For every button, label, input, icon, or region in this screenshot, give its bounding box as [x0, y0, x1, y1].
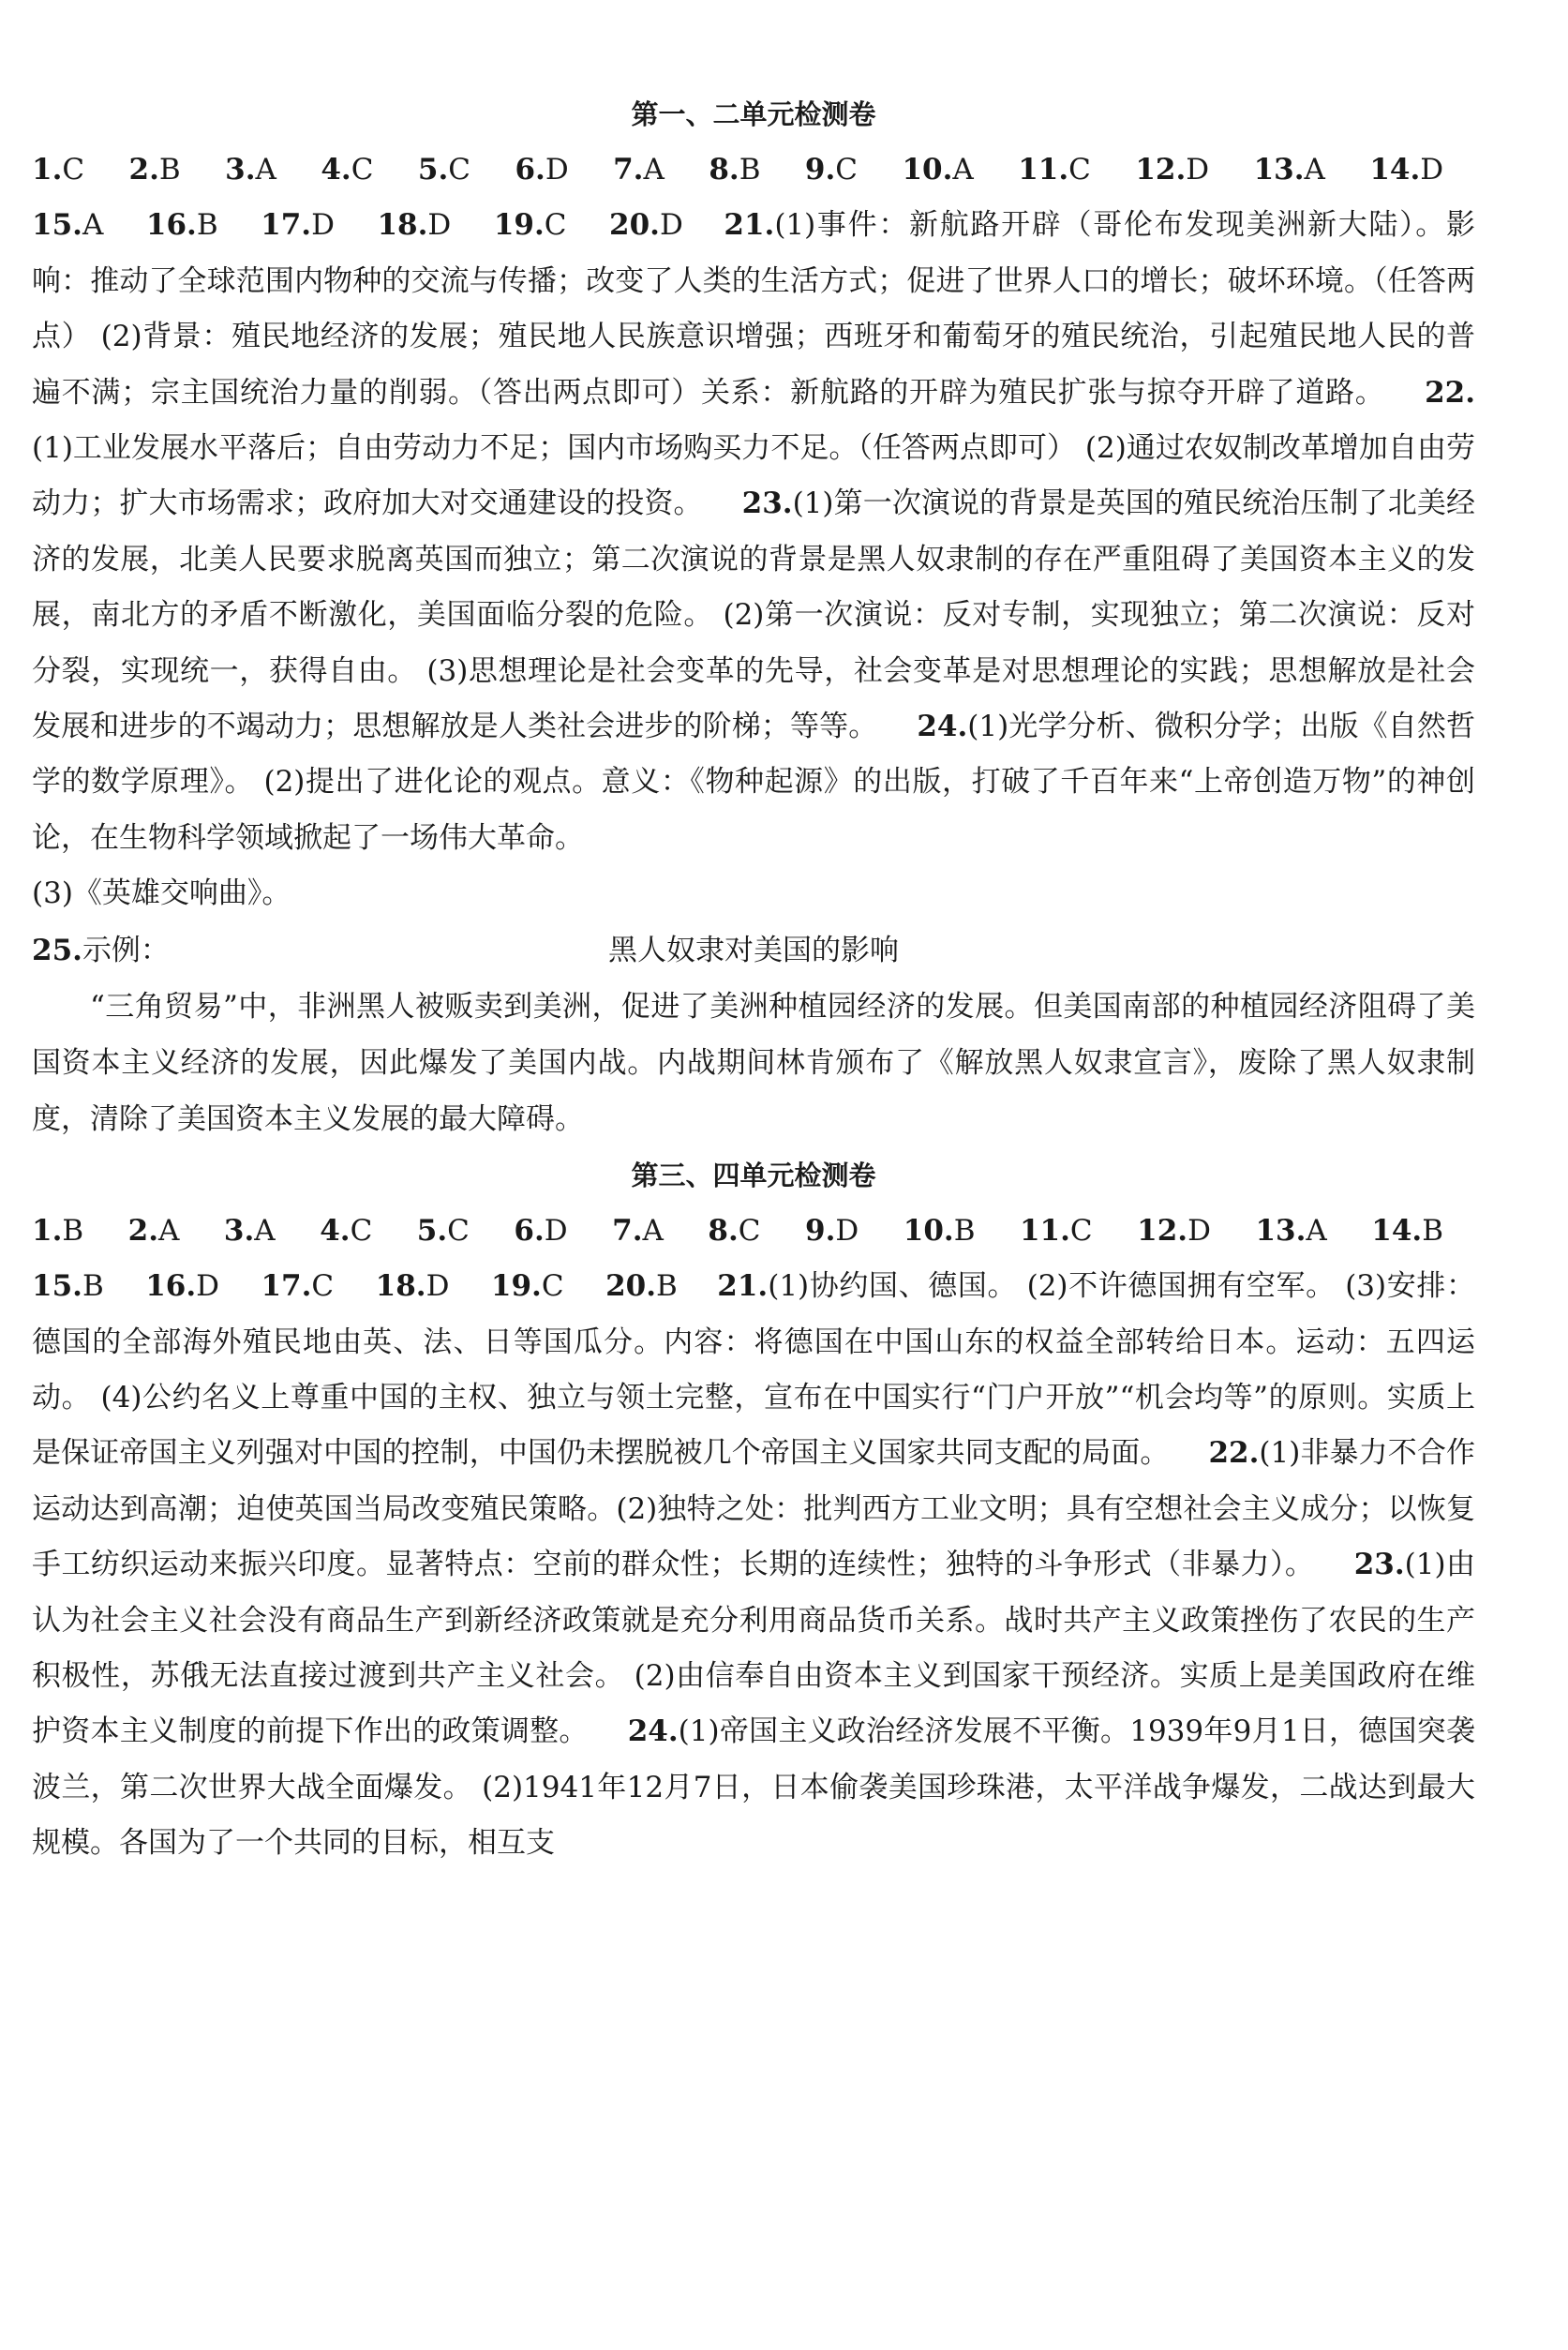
choice-letter: A: [255, 153, 276, 187]
question-number: 1.: [32, 1213, 63, 1248]
answer-text: (1)非暴力不合作运动达到高潮；迫使英国当局改变殖民策略。(2)独特之处：批判西方工业文明；具有空想社会主义成分；以恢复手工纺织运动来振兴印度。显著特点：空前的群众性；长期的连续性；独特的斗争形式（非暴力）。: [32, 1436, 1476, 1582]
question-number: 17.: [261, 208, 312, 243]
choice-letter: B: [82, 1269, 104, 1304]
mc-answer: [1020, 1214, 1093, 1248]
mc-answer: [902, 153, 973, 187]
question-number: 5.: [417, 153, 449, 187]
choice-letter: B: [196, 208, 218, 243]
question-number: 14.: [1371, 1213, 1423, 1248]
question-number: 22.: [1425, 375, 1475, 410]
example-label: 示例：: [82, 933, 170, 967]
mc-answer: [491, 1269, 564, 1303]
essay-paragraph: “三角贸易”中，非洲黑人被贩卖到美洲，促进了美洲种植园经济的发展。但美国南部的种植园经济阻碍了美国资本主义经济的发展，因此爆发了美国内战。内战期间林肯颁布了《解放黑人奴隶宣言》，废除了黑人奴隶制度，清除了美国资本主义发展的最大障碍。: [32, 989, 1475, 1136]
mc-answer: [1371, 1214, 1443, 1248]
question-number: 3.: [223, 1213, 255, 1248]
choice-letter: B: [953, 1213, 976, 1248]
section-2-answers: [32, 1204, 1475, 1872]
choice-letter: A: [254, 1213, 276, 1248]
choice-letter: B: [62, 1213, 84, 1248]
question-number: 21.: [717, 1269, 769, 1304]
choice-letter: C: [738, 1213, 761, 1248]
question-number: 16.: [145, 1269, 197, 1304]
mc-answer: [708, 1214, 760, 1248]
question-number: 21.: [724, 208, 775, 243]
choice-letter: C: [544, 208, 567, 243]
choice-letter: D: [1420, 153, 1444, 187]
mc-answer: [805, 153, 858, 187]
answer-text: (1)由认为社会主义社会没有商品生产到新经济政策就是充分利用商品货币关系。战时共产主义政策挫伤了农民的生产积极性，苏俄无法直接过渡到共产主义社会。 (2)由信奉自由资本主义到国家干预经济。实质上是美国政府在维护资本主义制度的前提下作出的政策调整。: [32, 1548, 1475, 1749]
choice-letter: A: [643, 153, 665, 187]
question-number: 13.: [1253, 153, 1305, 187]
section-title-unit-1-2: 第一、二单元检测卷: [631, 98, 876, 130]
mc-answer: [1137, 1214, 1211, 1248]
choice-letter: A: [1304, 153, 1325, 187]
choice-letter: A: [1306, 1213, 1327, 1248]
choice-letter: C: [447, 1213, 470, 1248]
question-number: 11.: [1019, 1213, 1070, 1248]
question-number: 22.: [1208, 1436, 1260, 1471]
mc-answer: [261, 1269, 334, 1303]
choice-letter: A: [82, 208, 104, 243]
question-number: 6.: [515, 153, 545, 187]
mc-answer: [146, 208, 218, 242]
choice-letter: D: [544, 1213, 568, 1248]
mc-answer: [1255, 1214, 1326, 1248]
choice-letter: D: [1187, 1213, 1211, 1248]
answer-page: [32, 86, 1475, 1872]
answer-text: (1)第一次演说的背景是英国的殖民统治压制了北美经济的发展，北美人民要求脱离英国而独立；第二次演说的背景是黑人奴隶制的存在严重阻碍了美国资本主义的发展，南北方的矛盾不断激化，美国面临分裂的危险。 (2)第一次演说：反对专制，实现独立；第二次演说：反对分裂，实现统一，获得自由。 (3)思想理论是社会变革的先导，社会变革是对思想理论的实践；思想解放是社会发展和进步的不竭动力；思想解放是人类社会进步的阶梯；等等。: [32, 486, 1475, 744]
mc-answer: [1135, 153, 1209, 187]
mc-answer: [1369, 153, 1443, 187]
section-1-answers: [32, 142, 1475, 866]
mc-answer: [145, 1269, 219, 1303]
question-number: 19.: [493, 208, 545, 243]
choice-letter: C: [448, 153, 470, 187]
mc-answer: [225, 153, 276, 187]
mc-answer: [417, 1214, 470, 1248]
question-number: 7.: [613, 153, 644, 187]
mc-answer: [32, 208, 103, 242]
mc-answer: [494, 208, 567, 242]
question-number: 1.: [32, 153, 63, 187]
answer-text: (1)光学分析、微积分学；出版《自然哲学的数学原理》。 (2)提出了进化论的观点。意义：《物种起源》的出版，打破了千百年来“上帝创造万物”的神创论，在生物科学领域掀起了一场伟大革命。: [32, 710, 1475, 855]
choice-letter: B: [656, 1269, 678, 1304]
choice-letter: D: [545, 153, 569, 187]
mc-answer: [805, 1214, 859, 1248]
choice-letter: C: [835, 153, 859, 187]
mc-answer: [609, 208, 683, 242]
mc-answer: [320, 1214, 372, 1248]
question-number: 4.: [321, 153, 351, 187]
mc-answer: [1018, 153, 1091, 187]
mc-answer: [1254, 153, 1325, 187]
choice-letter: C: [350, 1213, 373, 1248]
question-number: 18.: [375, 1269, 426, 1304]
question-number: 13.: [1255, 1213, 1307, 1248]
choice-letter: D: [835, 1213, 859, 1248]
question-number: 23.: [1353, 1548, 1405, 1582]
mc-answer: [376, 1269, 450, 1303]
question-number: 24.: [627, 1714, 679, 1749]
question-number: 5.: [416, 1213, 448, 1248]
section-title-unit-3-4: 第三、四单元检测卷: [631, 1159, 876, 1191]
choice-letter: C: [1069, 1213, 1093, 1248]
choice-letter: B: [158, 153, 181, 187]
question-number: 11.: [1018, 153, 1069, 187]
answer-text: (1)帝国主义政治经济发展不平衡。1939年9月1日，德国突袭波兰，第二次世界大战全面爆发。 (2)1941年12月7日，日本偷袭美国珍珠港，太平洋战争爆发，二战达到最大规模。各国为了一个共同的目标，相互支: [32, 1714, 1476, 1861]
question-number: 24.: [917, 710, 968, 744]
choice-letter: D: [426, 1269, 450, 1304]
choice-letter: B: [739, 153, 761, 187]
mc-answer: [32, 1269, 104, 1303]
question-number: 9.: [804, 153, 836, 187]
question-number: 15.: [32, 1269, 82, 1304]
choice-letter: C: [351, 153, 374, 187]
mc-answer: [613, 153, 665, 187]
mc-answer: [224, 1214, 276, 1248]
mc-answer: [261, 208, 335, 242]
choice-letter: D: [1186, 153, 1210, 187]
question-number: 2.: [128, 153, 159, 187]
mc-answer: [128, 1214, 180, 1248]
choice-letter: A: [952, 153, 974, 187]
question-number: 8.: [708, 1213, 739, 1248]
question-number: 18.: [377, 208, 428, 243]
mc-answer: [418, 153, 470, 187]
choice-letter: D: [196, 1269, 219, 1304]
choice-letter: A: [158, 1213, 180, 1248]
question-number: 20.: [609, 208, 660, 243]
choice-letter: C: [1068, 153, 1091, 187]
choice-letter: C: [311, 1269, 335, 1304]
question-number: 17.: [261, 1269, 312, 1304]
question-number: 23.: [741, 486, 793, 521]
answer-text: (1)工业发展水平落后；自由劳动力不足；国内市场购买力不足。（任答两点即可） (2)通过农奴制改革增加自由劳动力；扩大市场需求；政府加大对交通建设的投资。: [32, 431, 1475, 521]
question-number: 2.: [127, 1213, 159, 1248]
question-number: 14.: [1369, 153, 1421, 187]
choice-letter: A: [642, 1213, 664, 1248]
answer-line: (3)《英雄交响曲》。: [32, 876, 291, 911]
question-number: 16.: [145, 208, 197, 243]
question-number: 20.: [605, 1269, 657, 1304]
mc-answer: [605, 1269, 678, 1303]
question-number: 9.: [805, 1213, 836, 1248]
choice-letter: B: [1422, 1213, 1443, 1248]
mc-answer: [903, 1214, 976, 1248]
choice-letter: D: [427, 208, 452, 243]
question-number: 7.: [612, 1213, 643, 1248]
question-number: 12.: [1137, 1213, 1188, 1248]
mc-answer: [514, 1214, 567, 1248]
question-number: 10.: [902, 153, 953, 187]
mc-answer: [612, 1214, 664, 1248]
mc-answer: [32, 1214, 83, 1248]
choice-letter: D: [659, 208, 683, 243]
question-number: 8.: [709, 153, 739, 187]
mc-answer: [709, 153, 760, 187]
question-number: 10.: [903, 1213, 954, 1248]
mc-answer: [321, 153, 373, 187]
question-number: 19.: [490, 1269, 542, 1304]
question-number: 15.: [32, 208, 82, 243]
question-number: 25.: [32, 933, 82, 967]
choice-letter: C: [62, 153, 85, 187]
answer-text: (1)协约国、德国。 (2)不许德国拥有空军。 (3)安排：德国的全部海外殖民地由英、法、日等国瓜分。内容：将德国在中国山东的权益全部转给日本。运动：五四运动。 (4)公约名义上尊重中国的主权、独立与领土完整，宣布在中国实行“门户开放”“机会均等”的原则。实质上是保证帝国主义列强对中国的控制，中国仍未摆脱被几个帝国主义国家共同支配的局面。: [32, 1269, 1475, 1471]
question-number: 4.: [320, 1213, 351, 1248]
q25-header: [32, 922, 1475, 979]
answer-text: (1)事件：新航路开辟（哥伦布发现美洲新大陆）。影响：推动了全球范围内物种的交流与传播；改变了人类的生活方式；促进了世界人口的增长；破坏环境。（任答两点） (2)背景：殖民地经济的发展；殖民地人民族意识增强；西班牙和葡萄牙的殖民统治，引起殖民地人民的普遍不满；宗主国统治力量的削弱。（答出两点即可）关系：新航路的开辟为殖民扩张与掠夺开辟了道路。: [32, 208, 1475, 410]
essay-title: 黑人奴隶对美国的影响: [608, 933, 899, 967]
choice-letter: C: [541, 1269, 564, 1304]
choice-letter: D: [311, 208, 335, 243]
mc-answer: [515, 153, 568, 187]
mc-answer: [129, 153, 181, 187]
mc-answer: [377, 208, 451, 242]
question-number: 3.: [225, 153, 256, 187]
question-number: 12.: [1135, 153, 1187, 187]
question-number: 6.: [514, 1213, 545, 1248]
mc-answer: [32, 153, 84, 187]
